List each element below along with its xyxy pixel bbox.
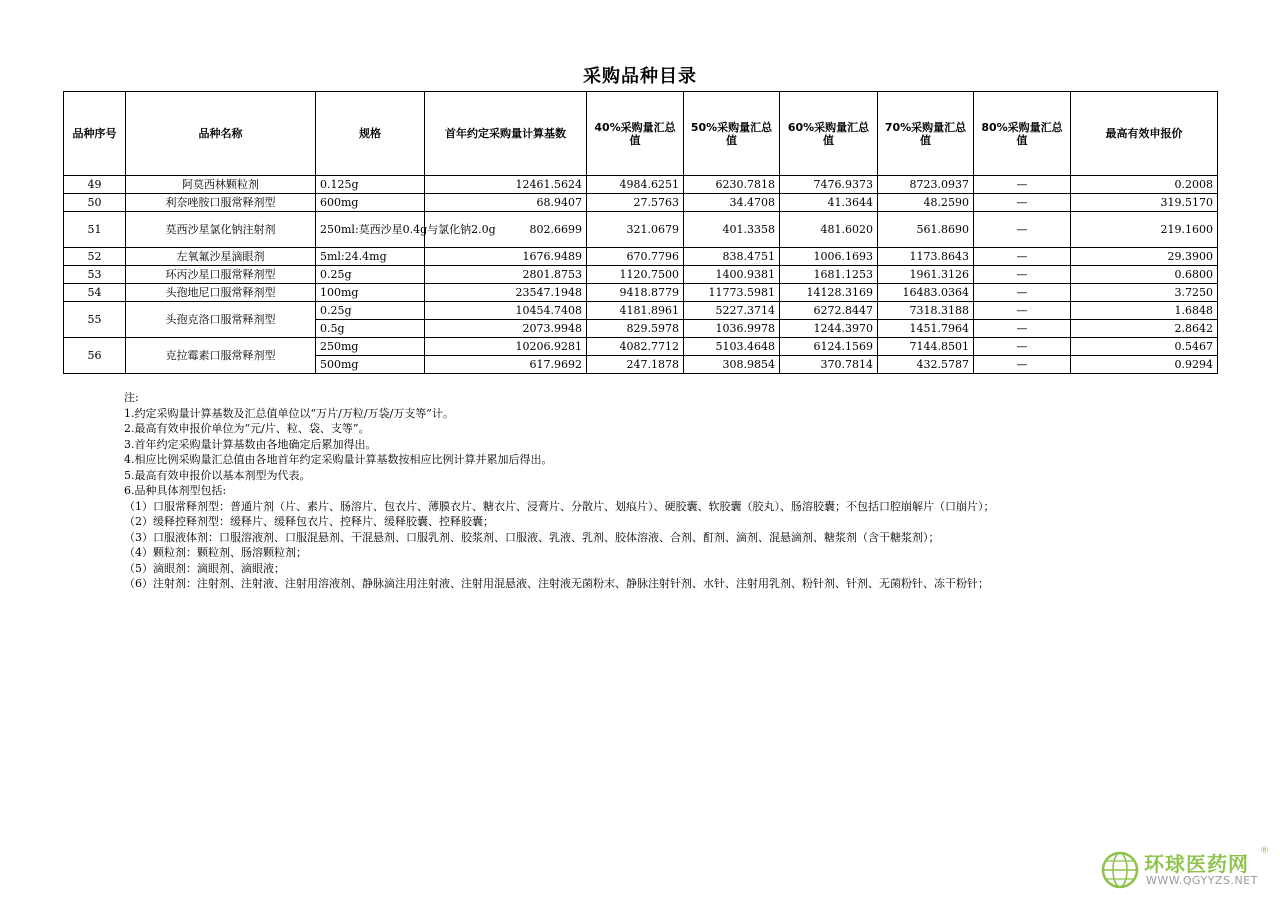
cell-p60: 1244.3970 (780, 320, 878, 338)
cell-p40: 247.1878 (587, 356, 684, 374)
column-header: 首年约定采购量计算基数 (425, 92, 587, 176)
table-row (64, 338, 1218, 356)
cell-p80: — (974, 356, 1071, 374)
cell-spec: 250ml:莫西沙星0.4g与氯化钠2.0g (316, 212, 425, 248)
cell-p50: 11773.5981 (684, 284, 780, 302)
cell-p60: 481.6020 (780, 212, 878, 248)
cell-name: 头孢克洛口服常释剂型 (126, 302, 316, 338)
note-line: 5.最高有效申报价以基本剂型为代表。 (124, 468, 311, 482)
cell-p80: — (974, 212, 1071, 248)
table-row (64, 248, 1218, 266)
cell-p60: 41.3644 (780, 194, 878, 212)
note-line: （1）口服常释剂型：普通片剂（片、素片、肠溶片、包衣片、薄膜衣片、糖衣片、浸膏片、分散片、划痕片）、硬胶囊、软胶囊（胶丸）、肠溶胶囊；不包括口腔崩解片（口崩片）； (124, 499, 995, 513)
cell-spec: 0.5g (316, 320, 425, 338)
cell-price: 2.8642 (1071, 320, 1218, 338)
cell-p60: 6124.1569 (780, 338, 878, 356)
note-line: （6）注射剂：注射剂、注射液、注射用溶液剂、静脉滴注用注射液、注射用混悬液、注射液无菌粉末、静脉注射针剂、水针、注射用乳剂、粉针剂、针剂、无菌粉针、冻干粉针； (124, 577, 989, 590)
cell-p40: 670.7796 (587, 248, 684, 266)
cell-price: 219.1600 (1071, 212, 1218, 248)
cell-price: 0.2008 (1071, 176, 1218, 194)
column-header: 规格 (316, 92, 425, 176)
cell-seq: 56 (64, 338, 126, 374)
table-header-row (64, 92, 1218, 176)
cell-base: 2801.8753 (425, 266, 587, 284)
cell-name: 环丙沙星口服常释剂型 (126, 266, 316, 284)
cell-spec: 5ml:24.4mg (316, 248, 425, 266)
cell-price: 3.7250 (1071, 284, 1218, 302)
cell-p60: 7476.9373 (780, 176, 878, 194)
table-row (64, 266, 1218, 284)
globe-leaf-icon (1100, 850, 1140, 890)
cell-name: 头孢地尼口服常释剂型 (126, 284, 316, 302)
cell-p50: 838.4751 (684, 248, 780, 266)
cell-p40: 27.5763 (587, 194, 684, 212)
cell-p80: — (974, 338, 1071, 356)
cell-p60: 1681.1253 (780, 266, 878, 284)
cell-seq: 50 (64, 194, 126, 212)
note-line: 2.最高有效申报价单位为“元/片、粒、袋、支等”。 (124, 422, 370, 435)
column-header: 品种名称 (126, 92, 316, 176)
note-line: 6.品种具体剂型包括: (124, 484, 227, 497)
cell-p70: 48.2590 (878, 194, 974, 212)
cell-name: 利奈唑胺口服常释剂型 (126, 194, 316, 212)
note-line: 4.相应比例采购量汇总值由各地首年约定采购量计算基数按相应比例计算并累加后得出。 (124, 453, 553, 466)
column-header: 50%采购量汇总值 (684, 92, 780, 176)
note-line: 注: (124, 391, 139, 404)
cell-price: 319.5170 (1071, 194, 1218, 212)
cell-spec: 250mg (316, 338, 425, 356)
cell-base: 23547.1948 (425, 284, 587, 302)
cell-price: 1.6848 (1071, 302, 1218, 320)
cell-p40: 1120.7500 (587, 266, 684, 284)
cell-spec: 100mg (316, 284, 425, 302)
column-header: 40%采购量汇总值 (587, 92, 684, 176)
cell-p60: 14128.3169 (780, 284, 878, 302)
cell-seq: 55 (64, 302, 126, 338)
column-header: 80%采购量汇总值 (974, 92, 1071, 176)
cell-p50: 5227.3714 (684, 302, 780, 320)
column-header: 品种序号 (64, 92, 126, 176)
cell-p60: 1006.1693 (780, 248, 878, 266)
cell-name: 左氧氟沙星滴眼剂 (126, 248, 316, 266)
note-line: （2）缓释控释剂型：缓释片、缓释包衣片、控释片、缓释胶囊、控释胶囊； (124, 515, 494, 528)
watermark-url: WWW.QGYYZS.NET (1146, 874, 1258, 887)
cell-p70: 16483.0364 (878, 284, 974, 302)
table-row (64, 176, 1218, 194)
table-row (64, 302, 1218, 320)
cell-p80: — (974, 176, 1071, 194)
page-title: 采购品种目录 (583, 66, 697, 87)
cell-p50: 34.4708 (684, 194, 780, 212)
note-line: （4）颗粒剂：颗粒剂、肠溶颗粒剂； (124, 546, 307, 559)
column-header: 60%采购量汇总值 (780, 92, 878, 176)
registered-mark: ® (1260, 846, 1269, 856)
cell-p40: 321.0679 (587, 212, 684, 248)
cell-seq: 54 (64, 284, 126, 302)
cell-p70: 561.8690 (878, 212, 974, 248)
cell-seq: 49 (64, 176, 126, 194)
cell-p80: — (974, 320, 1071, 338)
cell-p50: 1400.9381 (684, 266, 780, 284)
cell-p80: — (974, 194, 1071, 212)
cell-p40: 829.5978 (587, 320, 684, 338)
cell-p70: 8723.0937 (878, 176, 974, 194)
column-header: 最高有效申报价 (1071, 92, 1218, 176)
cell-seq: 51 (64, 212, 126, 248)
cell-p40: 4984.6251 (587, 176, 684, 194)
cell-p70: 432.5787 (878, 356, 974, 374)
cell-price: 0.9294 (1071, 356, 1218, 374)
cell-p50: 6230.7818 (684, 176, 780, 194)
cell-name: 阿莫西林颗粒剂 (126, 176, 316, 194)
cell-p50: 308.9854 (684, 356, 780, 374)
notes (124, 390, 995, 592)
cell-spec: 500mg (316, 356, 425, 374)
note-line: （5）滴眼剂：滴眼剂、滴眼液； (124, 561, 285, 575)
column-header: 70%采购量汇总值 (878, 92, 974, 176)
cell-p80: — (974, 266, 1071, 284)
cell-base: 12461.5624 (425, 176, 587, 194)
cell-price: 0.5467 (1071, 338, 1218, 356)
cell-p50: 401.3358 (684, 212, 780, 248)
cell-price: 0.6800 (1071, 266, 1218, 284)
cell-p80: — (974, 284, 1071, 302)
cell-base: 68.9407 (425, 194, 587, 212)
cell-base: 10206.9281 (425, 338, 587, 356)
cell-p80: — (974, 302, 1071, 320)
table-row (64, 284, 1218, 302)
cell-p50: 1036.9978 (684, 320, 780, 338)
cell-base: 1676.9489 (425, 248, 587, 266)
cell-price: 29.3900 (1071, 248, 1218, 266)
watermark-name: 环球医药网 (1144, 852, 1249, 876)
cell-name: 莫西沙星氯化钠注射剂 (126, 212, 316, 248)
watermark-logo (1100, 848, 1272, 892)
cell-seq: 53 (64, 266, 126, 284)
note-line: 1.约定采购量计算基数及汇总值单位以“万片/万粒/万袋/万支等”计。 (124, 406, 454, 420)
cell-p70: 1961.3126 (878, 266, 974, 284)
note-line: （3）口服液体剂：口服溶液剂、口服混悬剂、干混悬剂、口服乳剂、胶浆剂、口服液、乳液、乳剂、胶体溶液、合剂、酊剂、滴剂、混悬滴剂、糖浆剂（含干糖浆剂）； (124, 530, 940, 544)
cell-p40: 4082.7712 (587, 338, 684, 356)
cell-name: 克拉霉素口服常释剂型 (126, 338, 316, 374)
cell-p40: 4181.8961 (587, 302, 684, 320)
cell-p70: 7144.8501 (878, 338, 974, 356)
cell-base: 2073.9948 (425, 320, 587, 338)
cell-p70: 7318.3188 (878, 302, 974, 320)
cell-spec: 0.25g (316, 302, 425, 320)
cell-base: 10454.7408 (425, 302, 587, 320)
cell-p50: 5103.4648 (684, 338, 780, 356)
cell-p40: 9418.8779 (587, 284, 684, 302)
cell-spec: 0.125g (316, 176, 425, 194)
cell-p70: 1451.7964 (878, 320, 974, 338)
table-row (64, 194, 1218, 212)
cell-p70: 1173.8643 (878, 248, 974, 266)
cell-base: 617.9692 (425, 356, 587, 374)
cell-spec: 0.25g (316, 266, 425, 284)
table-row (64, 212, 1218, 248)
note-line: 3.首年约定采购量计算基数由各地确定后累加得出。 (124, 437, 377, 451)
cell-p80: — (974, 248, 1071, 266)
procurement-table (63, 91, 1218, 374)
cell-p60: 370.7814 (780, 356, 878, 374)
cell-p60: 6272.8447 (780, 302, 878, 320)
cell-base: 802.6699 (425, 212, 587, 248)
cell-seq: 52 (64, 248, 126, 266)
cell-spec: 600mg (316, 194, 425, 212)
